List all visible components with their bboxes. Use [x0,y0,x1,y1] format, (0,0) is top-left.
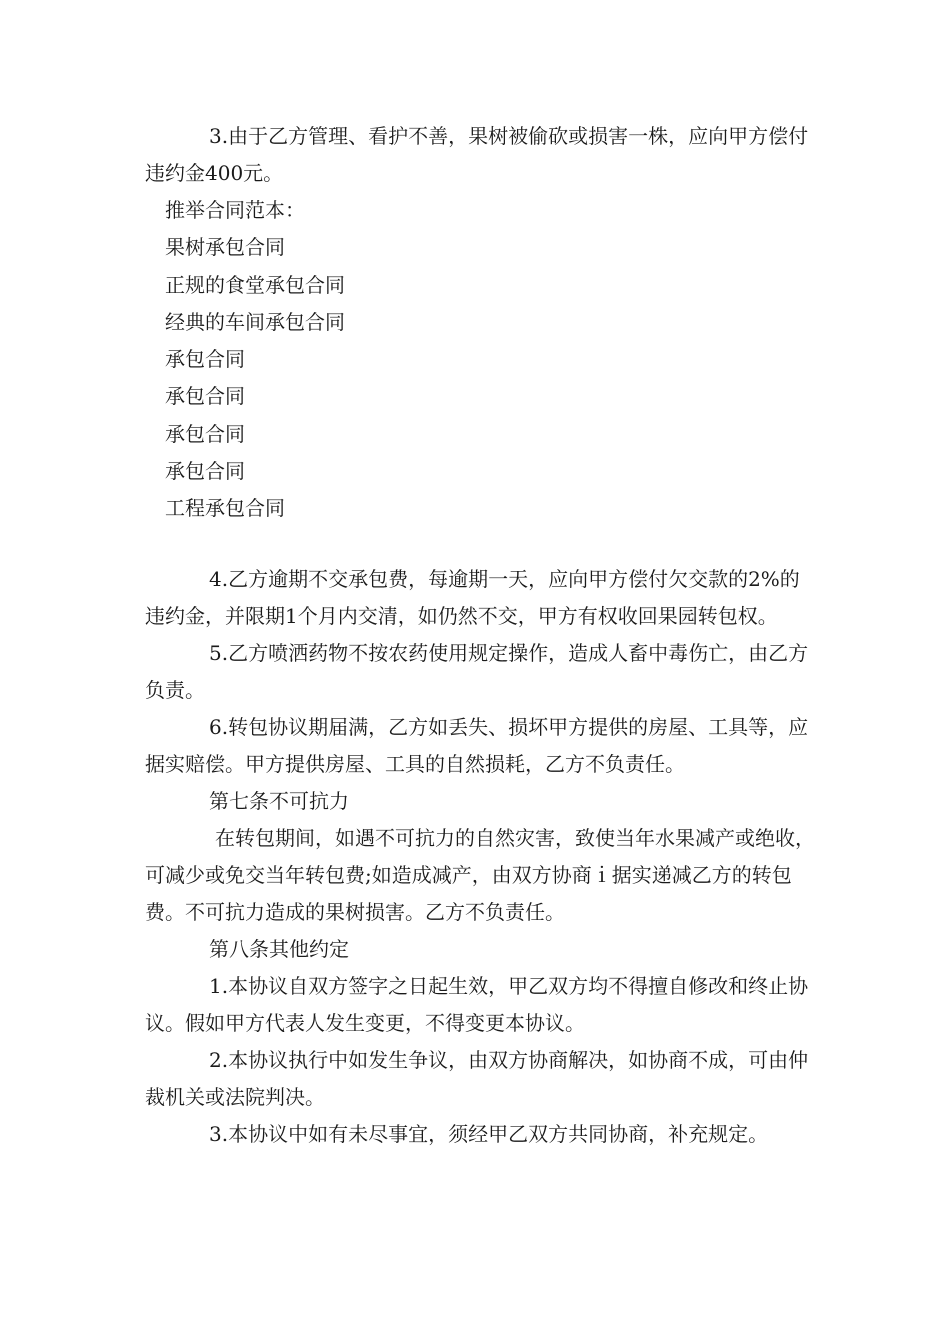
document-body [145,118,815,1153]
recommended-item[interactable]: 正规的食堂承包合同 [165,272,345,297]
recommended-item[interactable]: 承包合同 [165,459,245,484]
clause-4-late-fee: 4.乙方逾期不交承包费，每逾期一天，应向甲方偿付欠交款的2%的违约金，并限期1个月内交清，如仍然不交，甲方有权收回果园转包权。 [145,566,800,628]
spacer [145,528,815,561]
article-7-heading: 第七条不可抗力 [209,788,349,813]
clause-3-penalty: 3.由于乙方管理、看护不善，果树被偷砍或损害一株，应向甲方偿付违约金400元。 [145,124,809,185]
recommended-item[interactable]: 承包合同 [165,347,245,372]
article-8-item-2: 2.本协议执行中如发生争议，由双方协商解决，如协商不成，可由仲裁机关或法院判决。 [145,1047,809,1109]
clause-6-compensation: 6.转包协议期届满，乙方如丢失、损坏甲方提供的房屋、工具等，应据实赔偿。甲方提供房屋、工具的自然损耗，乙方不负责任。 [145,714,809,776]
article-8-heading: 第八条其他约定 [209,936,349,961]
article-8-item-3: 3.本协议中如有未尽事宜，须经甲乙双方共同协商，补充规定。 [209,1121,769,1146]
clause-5-pesticide: 5.乙方喷洒药物不按农药使用规定操作，造成人畜中毒伤亡，由乙方负责。 [145,640,809,702]
article-8-item-1: 1.本协议自双方签字之日起生效，甲乙双方均不得擅自修改和终止协议。假如甲方代表人发生变更，不得变更本协议。 [145,973,809,1035]
recommended-item[interactable]: 承包合同 [165,421,245,446]
article-7-text: 在转包期间，如遇不可抗力的自然灾害，致使当年水果减产或绝收，可减少或免交当年转包费;如造成减产，由双方协商ｉ据实递减乙方的转包费。不可抗力造成的果树损害。乙方不负责任。 [145,825,815,924]
recommended-item[interactable]: 工程承包合同 [165,496,285,521]
recommended-item[interactable]: 果树承包合同 [165,235,285,260]
recommended-templates [145,192,815,528]
recommended-item[interactable]: 承包合同 [165,384,245,409]
recommended-title: 推举合同范本： [165,198,305,222]
recommended-item[interactable]: 经典的车间承包合同 [165,309,345,334]
